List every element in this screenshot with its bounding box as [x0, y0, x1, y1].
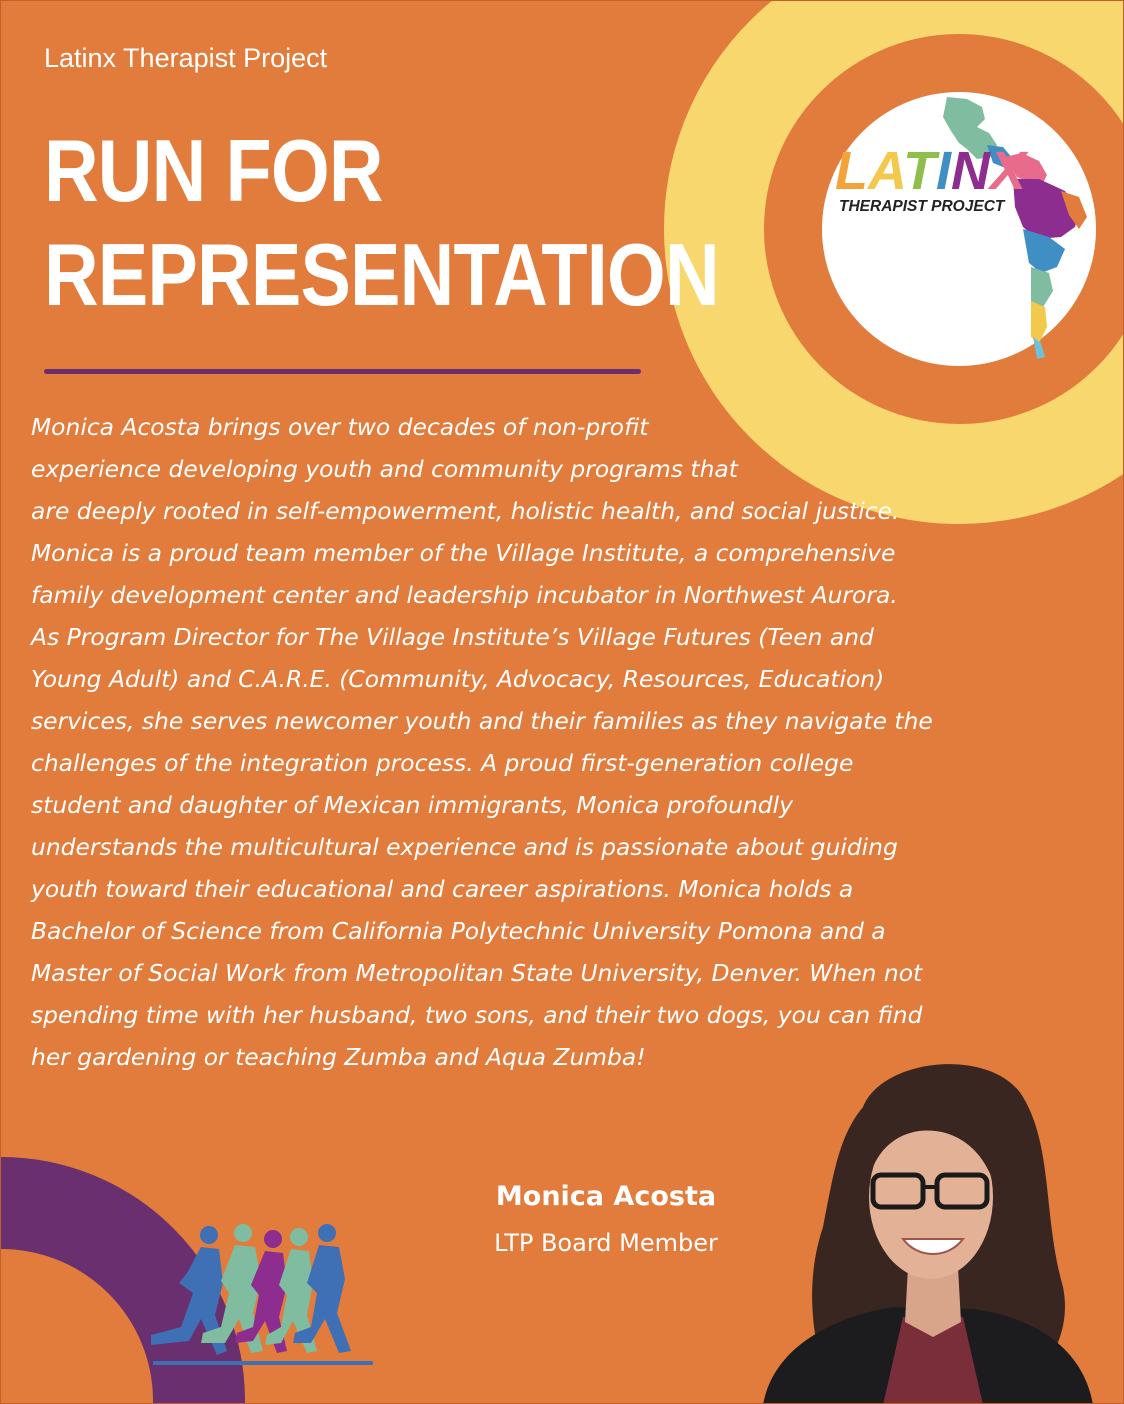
bio-line: understands the multicultural experience and is passionate about guiding [31, 833, 898, 861]
title-line-2: REPRESENTATION [44, 225, 719, 324]
bio-line: services, she serves newcomer youth and their families as they navigate the [31, 707, 933, 735]
portrait-photo [743, 1047, 1113, 1404]
bio-line: her gardening or teaching Zumba and Aqua Zumba! [31, 1043, 646, 1071]
bio-line: spending time with her husband, two sons, and their two dogs, you can find [31, 1001, 923, 1029]
org-name: Latinx Therapist Project [44, 43, 328, 73]
bio-line: Monica Acosta brings over two decades of non-profit [31, 413, 649, 441]
bio-line: Monica is a proud team member of the Village Institute, a comprehensive [31, 539, 896, 567]
page-title [44, 119, 719, 327]
bio-line: Bachelor of Science from California Polytechnic University Pomona and a [31, 917, 886, 945]
bio-line: experience developing youth and community programs that [31, 455, 738, 483]
bio-line: family development center and leadership incubator in Northwest Aurora. [31, 581, 898, 609]
runners-icon [131, 1223, 381, 1369]
bio-line: youth toward their educational and career aspirations. Monica holds a [31, 875, 854, 903]
logo-sub: THERAPIST PROJECT [839, 198, 1005, 215]
logo-word: LATINX [835, 141, 1027, 201]
latinx-logo [817, 87, 1101, 371]
bio-line: challenges of the integration process. A proud first-generation college [31, 749, 854, 777]
bio-line: are deeply rooted in self-empowerment, holistic health, and social justice. [31, 497, 900, 525]
title-divider [44, 369, 641, 374]
title-line-1: RUN FOR [44, 121, 383, 220]
bio-line: student and daughter of Mexican immigrants, Monica profoundly [31, 791, 793, 819]
bio-line: Young Adult) and C.A.R.E. (Community, Advocacy, Resources, Education) [31, 665, 885, 693]
bio-line: As Program Director for The Village Institute’s Village Futures (Teen and [31, 623, 874, 651]
person-name: Monica Acosta [495, 1181, 717, 1212]
logo-graphic [817, 87, 1101, 371]
bio-line: Master of Social Work from Metropolitan State University, Denver. When not [31, 959, 923, 987]
person-role: LTP Board Member [494, 1229, 718, 1257]
bio-text [31, 406, 1106, 1078]
